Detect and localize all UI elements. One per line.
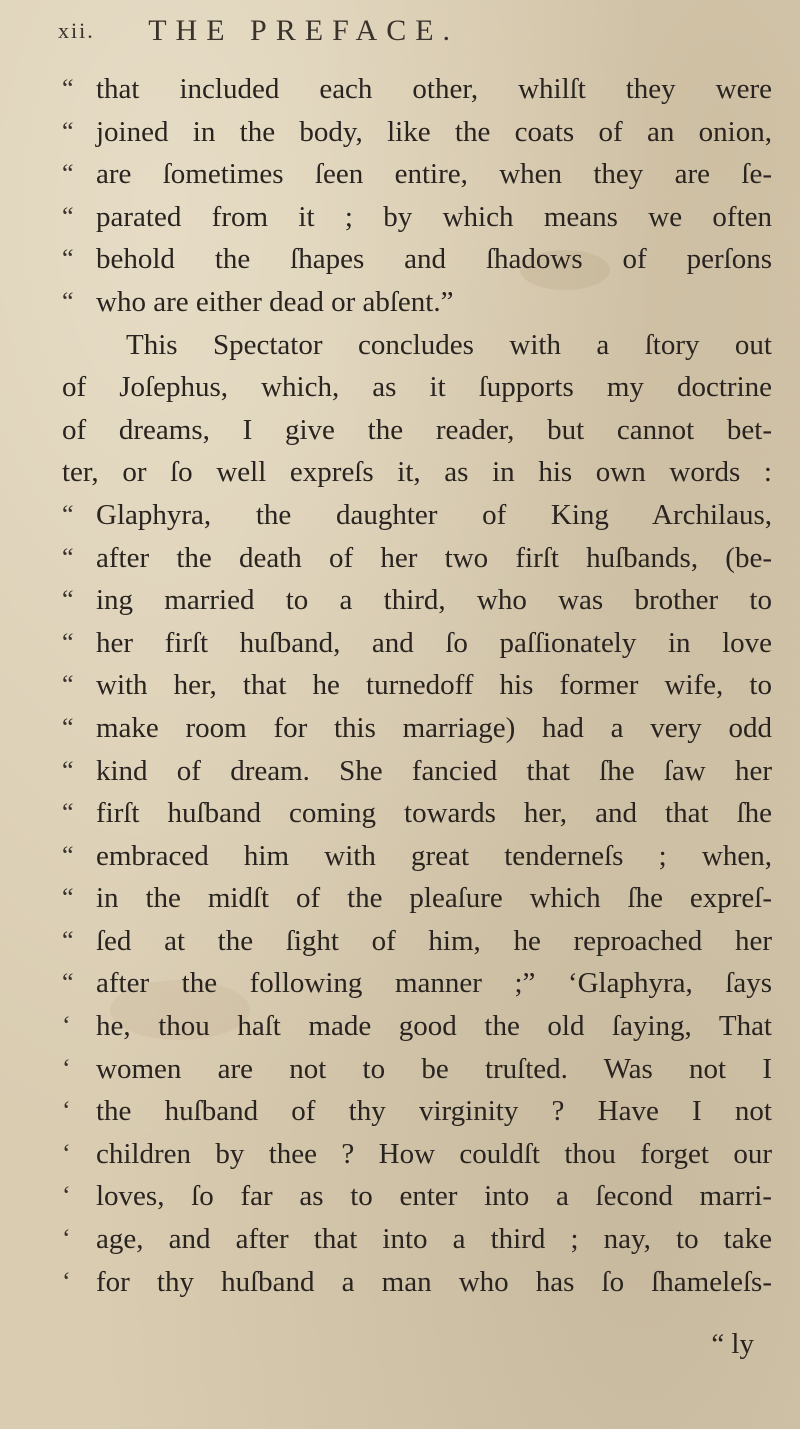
quote-mark: “ bbox=[62, 627, 74, 657]
quote-mark: “ bbox=[62, 755, 74, 785]
line-text: after the following manner ;” ‘Glaphyra, ſays bbox=[96, 967, 772, 1000]
text-line bbox=[62, 835, 772, 878]
quote-mark: “ bbox=[62, 201, 74, 231]
text-line bbox=[62, 877, 772, 920]
line-text: her firſt huſband, and ſo paſſionately in love bbox=[96, 626, 772, 659]
line-text: are ſometimes ſeen entire, when they are ſe- bbox=[96, 158, 772, 191]
line-text: joined in the body, like the coats of an onion, bbox=[96, 115, 772, 148]
quote-mark: ‘ bbox=[62, 1096, 71, 1126]
page-number: xii. bbox=[58, 18, 95, 43]
running-head bbox=[58, 14, 778, 54]
line-text: children by thee ? How couldſt thou forget our bbox=[96, 1137, 772, 1170]
quote-mark: “ bbox=[62, 798, 74, 828]
quote-mark: “ bbox=[62, 968, 74, 998]
line-text: in the midſt of the pleaſure which ſhe expreſ- bbox=[96, 882, 772, 915]
body-text bbox=[62, 68, 772, 1303]
text-line bbox=[62, 622, 772, 665]
line-text: with her, that he turnedoff his former wife, to bbox=[96, 669, 772, 702]
text-line bbox=[62, 68, 772, 111]
quote-mark: “ bbox=[62, 244, 74, 274]
text-line bbox=[62, 196, 772, 239]
running-title: THE PREFACE. bbox=[148, 14, 460, 47]
text-line bbox=[62, 1261, 772, 1304]
quote-mark: “ bbox=[62, 74, 74, 103]
line-text: women are not to be truſted. Was not I bbox=[96, 1052, 772, 1085]
line-text: This Spectator concludes with a ſtory out bbox=[126, 328, 772, 361]
line-text: parated from it ; by which means we often bbox=[96, 200, 772, 233]
quote-mark: “ bbox=[62, 585, 74, 615]
text-line bbox=[62, 750, 772, 793]
text-line bbox=[62, 537, 772, 580]
text-line bbox=[62, 1175, 772, 1218]
text-line bbox=[62, 1090, 772, 1133]
quote-mark: ‘ bbox=[62, 1053, 71, 1083]
text-line bbox=[62, 281, 772, 324]
text-line bbox=[62, 1005, 772, 1048]
quote-mark: “ bbox=[62, 670, 74, 700]
quote-mark: ‘ bbox=[62, 1011, 71, 1041]
quote-mark: ‘ bbox=[62, 1266, 71, 1296]
line-text: firſt huſband coming towards her, and that ſhe bbox=[96, 797, 772, 830]
text-line bbox=[62, 1218, 772, 1261]
quote-mark: “ bbox=[62, 159, 74, 189]
quote-mark: ‘ bbox=[62, 1138, 71, 1168]
line-text: Glaphyra, the daughter of King Archilaus, bbox=[96, 498, 772, 531]
text-line bbox=[62, 451, 772, 494]
line-text: of Joſephus, which, as it ſupports my doctrine bbox=[62, 371, 772, 404]
quote-mark: “ bbox=[62, 712, 74, 742]
line-text: age, and after that into a third ; nay, to take bbox=[96, 1223, 772, 1256]
quote-mark: “ bbox=[62, 840, 74, 870]
quote-mark: “ bbox=[62, 883, 74, 913]
line-text: of dreams, I give the reader, but cannot bet- bbox=[62, 413, 772, 446]
line-text: embraced him with great tenderneſs ; when, bbox=[96, 839, 772, 872]
text-line bbox=[62, 238, 772, 281]
text-line bbox=[62, 792, 772, 835]
line-text: that included each other, whilſt they were bbox=[96, 73, 772, 105]
catchword: “ ly bbox=[711, 1328, 754, 1360]
text-line bbox=[62, 1133, 772, 1176]
line-text: ing married to a third, who was brother to bbox=[96, 584, 772, 617]
line-text: make room for this marriage) had a very odd bbox=[96, 711, 772, 744]
quote-mark: ‘ bbox=[62, 1224, 71, 1254]
quote-mark: “ bbox=[62, 116, 74, 146]
quote-mark: “ bbox=[62, 542, 74, 572]
text-line bbox=[62, 579, 772, 622]
line-text: the huſband of thy virginity ? Have I not bbox=[96, 1095, 772, 1128]
quote-mark: ‘ bbox=[62, 1181, 71, 1211]
text-line bbox=[62, 1048, 772, 1091]
line-text: after the death of her two firſt huſbands, (be- bbox=[96, 541, 772, 574]
text-line bbox=[62, 920, 772, 963]
text-line bbox=[62, 664, 772, 707]
text-line bbox=[62, 366, 772, 409]
quote-mark: “ bbox=[62, 286, 74, 316]
quote-mark: “ bbox=[62, 499, 74, 529]
text-line bbox=[62, 324, 772, 367]
line-text: ſed at the ſight of him, he reproached her bbox=[96, 924, 772, 957]
line-text: behold the ſhapes and ſhadows of perſons bbox=[96, 243, 772, 276]
text-line bbox=[62, 153, 772, 196]
quote-mark: “ bbox=[62, 925, 74, 955]
line-text: he, thou haſt made good the old ſaying, That bbox=[96, 1010, 772, 1043]
text-line bbox=[62, 494, 772, 537]
text-line bbox=[62, 409, 772, 452]
line-text: kind of dream. She fancied that ſhe ſaw her bbox=[96, 754, 772, 787]
line-text: for thy huſband a man who has ſo ſhameleſs- bbox=[96, 1265, 772, 1298]
line-text: who are either dead or abſent.” bbox=[96, 285, 454, 318]
text-line bbox=[62, 962, 772, 1005]
line-text: loves, ſo far as to enter into a ſecond marri- bbox=[96, 1180, 772, 1213]
line-text: ter, or ſo well expreſs it, as in his own words : bbox=[62, 456, 772, 489]
text-line bbox=[62, 707, 772, 750]
text-line bbox=[62, 111, 772, 154]
